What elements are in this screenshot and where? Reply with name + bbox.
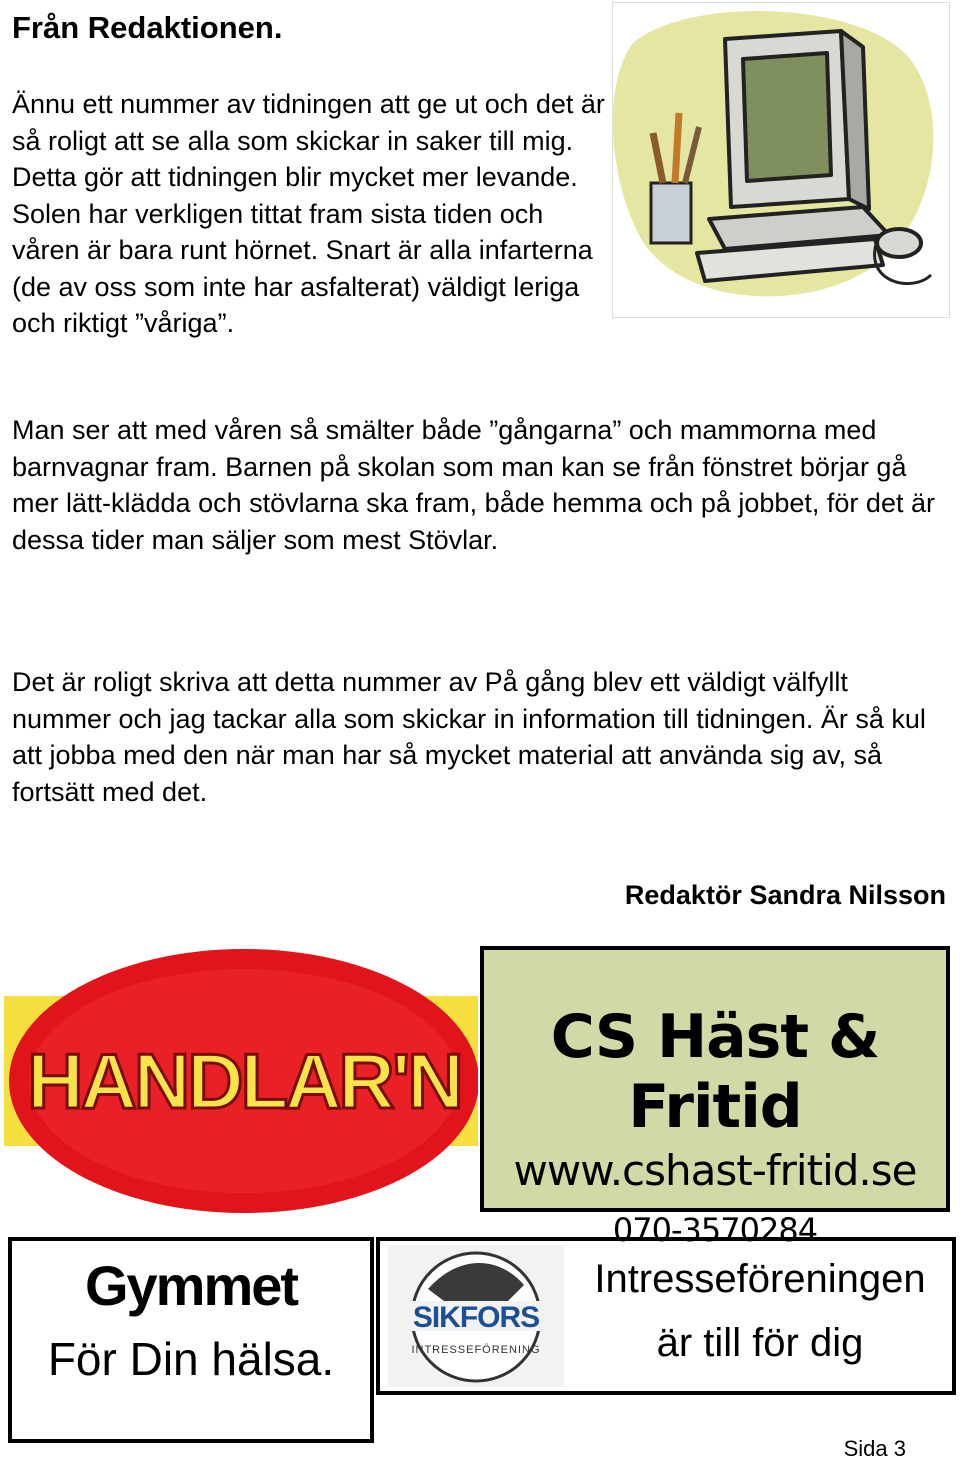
cs-ad-phone: 070-3570284 [612, 1211, 818, 1249]
computer-clipart-icon [612, 2, 950, 318]
sikfors-logo-sub: INTRESSEFÖRENING [411, 1344, 541, 1356]
intresse-line-2: är till för dig [656, 1321, 864, 1365]
editor-signature: Redaktör Sandra Nilsson [624, 880, 946, 910]
gymmet-title: Gymmet [84, 1254, 298, 1317]
gymmet-ad [8, 1237, 374, 1443]
intresse-line-1: Intresseföreningen [594, 1257, 926, 1301]
paragraph-intro: Ännu ett nummer av tidningen att ge ut och det är så roligt att se alla som skickar in saker till mig. Detta gör att tidningen blir mycket mer levande. Solen har verkligen tittat fram sista tiden och våren är bara runt hörnet. Snart är alla infarterna (de av oss som inte har asfalterat) väldigt leriga och riktigt ”våriga”. [12, 89, 605, 338]
intresseforeningen-ad [376, 1237, 956, 1395]
sikfors-logo [388, 1245, 564, 1387]
cs-ad-url: www.cshast-fritid.se [513, 1146, 917, 1195]
cs-ad-title: CS Häst & Fritid [550, 1002, 880, 1142]
handlarn-logo-text: HANDLAR'N [27, 1037, 461, 1125]
handlarn-ad [4, 946, 478, 1216]
page-heading: Från Redaktionen. [12, 10, 283, 45]
page-number: Sida 3 [843, 1436, 906, 1461]
gymmet-subtitle: För Din hälsa. [47, 1333, 335, 1385]
sikfors-logo-name: SIKFORS [412, 1301, 540, 1334]
cs-hast-fritid-ad [480, 946, 950, 1249]
paragraph-spring: Man ser att med våren så smälter både ”gångarna” och mammorna med barnvagnar fram. Barnen på skolan som man kan se från fönstret börjar gå mer lätt-klädda och stövlarna ska fram, både hemma och på jobbet, för det är dessa tider man säljer som mest Stövlar. [12, 415, 935, 555]
paragraph-thanks: Det är roligt skriva att detta nummer av På gång blev ett väldigt välfyllt nummer och jag tackar alla som skickar in information till tidningen. Är så kul att jobba med den när man har så mycket material att använda sig av, så fortsätt med det. [12, 667, 926, 807]
